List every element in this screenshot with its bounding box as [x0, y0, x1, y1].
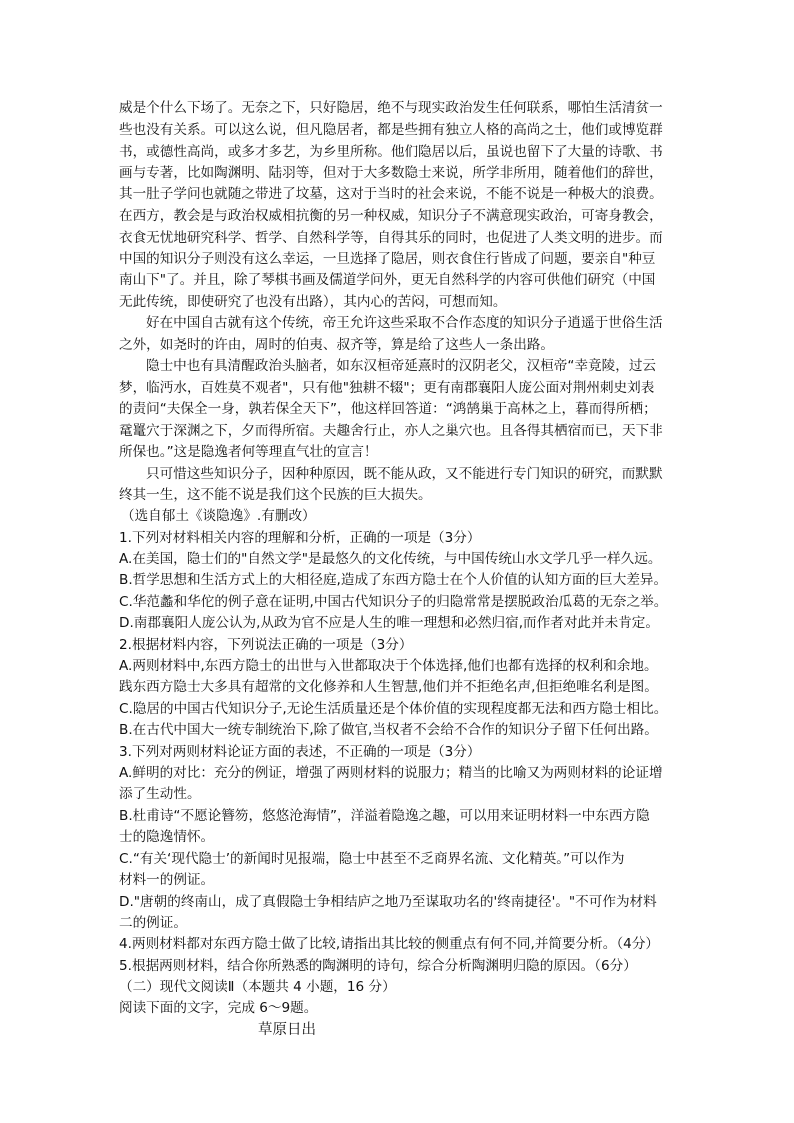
passage-line: 所保也。”这是隐逸者何等理直气壮的宣言！	[119, 444, 378, 460]
passage-line: 南山下"了。并且，除了琴棋书画及儒道学问外，更无自然科学的内容可供他们研究（中国	[119, 272, 656, 288]
passage-line: 终其一生，这不能不说是我们这个民族的巨大损失。	[119, 487, 432, 503]
question-option: C.华范蠡和华佗的例子意在证明,中国古代知识分子的归隐常常是摆脱政治瓜葛的无奈之举。	[119, 594, 668, 610]
passage-source: （选自郁土《谈隐逸》.有删改）	[121, 508, 316, 524]
passage-line: 书，或德性高尚，或多才多艺，为乡里所称。他们隐居以后，虽说也留下了大量的诗歌、书	[119, 144, 663, 160]
passage-line: 之外，如尧时的许由，周时的伯夷、叔齐等，算是给了这些人一条出路。	[119, 337, 554, 353]
passage-line: 在西方，教会是与政治权威相抗衡的另一种权威，知识分子不满意现实政治，可寄身教会，	[119, 208, 663, 224]
passage-line: 无此传统，即使研究了也没有出路），其内心的苦闷，可想而知。	[119, 294, 507, 310]
question-option: C.隐居的中国古代知识分子,无论生活质量还是个体价值的实现程度都无法和西方隐士相比。	[119, 701, 668, 717]
passage-line: 些也没有关系。可以这么说，但凡隐居者，都是些拥有独立人格的高尚之士，他们或博览群	[119, 122, 663, 138]
question-option-continued: 添了生动性。	[119, 786, 201, 802]
passage-paragraph-start: 只可惜这些知识分子，因种种原因，既不能从政，又不能进行专门知识的研究，而默默	[146, 466, 663, 482]
passage-paragraph-start: 隐士中也有具清醒政治头脑者，如东汉桓帝延熹时的汉阴老父，汉桓帝“幸竟陵，过云	[146, 358, 657, 374]
question-option-continued: 材料一的例证。	[119, 872, 215, 888]
question-option: A.鲜明的对比：充分的例证，增强了两则材料的说服力；精当的比喻又为两则材料的论证增	[119, 765, 663, 781]
passage-line: 威是个什么下场了。无奈之下，只好隐居，绝不与现实政治发生任何联系，哪怕生活清贫一	[119, 100, 663, 116]
question-option-continued: 士的隐逸情怀。	[119, 829, 215, 845]
question-option: B.哲学思想和生活方式上的大相径庭,造成了东西方隐士在个人价值的认知方面的巨大差异。	[119, 572, 668, 588]
question-option: A.两则材料中,东西方隐士的出世与入世都取决于个体选择,他们也都有选择的权利和余地。	[119, 658, 658, 674]
passage-line: 其一肚子学问也就随之带进了坟墓，这对于当时的社会来说，不能不说是一种极大的浪费。	[119, 186, 663, 202]
question-option: B.杜甫诗“不愿论簪笏，悠悠沧海情”，洋溢着隐逸之趣，可以用来证明材料一中东西方隐	[119, 808, 650, 824]
question-4-stem: 4.两则材料都对东西方隐士做了比较,请指出其比较的侧重点有何不同,并简要分析。（4分）	[119, 936, 660, 952]
question-option: C.“有关‘现代隐士’的新闻时见报端，隐士中甚至不乏商界名流、文化精英。”可以作为	[119, 851, 625, 867]
passage-line: 衣食无忧地研究科学、哲学、自然科学等，自得其乐的同时，也促进了人类文明的进步。而	[119, 230, 663, 246]
passage-line: 的责问“夫保全一身，孰若保全天下”，他这样回答道：“鸿鹄巢于高林之上，暮而得所栖；	[119, 401, 657, 417]
question-option: D."唐朝的终南山，成了真假隐士争相结庐之地乃至谋取功名的'终南捷径'。"不可作为材料	[119, 894, 657, 910]
question-2-stem: 2.根据材料内容，下列说法正确的一项是（3分）	[119, 637, 413, 653]
passage-line: 中国的知识分子则没有这么幸运，一旦选择了隐居，则衣食住行皆成了问题，要亲自"种豆	[119, 251, 656, 267]
passage-line: 画与专著，比如陶渊明、陆羽等，但对于大多数隐士来说，所学非所用，随着他们的辞世，	[119, 165, 663, 181]
question-1-stem: 1.下列对材料相关内容的理解和分析，正确的一项是（3分）	[119, 530, 481, 546]
section-heading: （二）现代文阅读Ⅱ（本题共 4 小题，16 分）	[119, 979, 396, 995]
question-option: B.在古代中国大一统专制统治下,除了做官,当权者不会给不合作的知识分子留下任何出路。	[119, 722, 658, 738]
passage-line: 梦，临沔水，百姓莫不观者"，只有他"独耕不辍"；更有南郡襄阳人庞公面对荆州刺史刘表	[119, 380, 655, 396]
question-option: D.南郡襄阳人庞公认为,从政为官不应是人生的唯一理想和必然归宿,而作者对此并未肯定。	[119, 615, 659, 631]
passage-paragraph-start: 好在中国自古就有这个传统，帝王允许这些采取不合作态度的知识分子逍遥于世俗生活	[146, 315, 663, 331]
question-3-stem: 3.下列对两则材料论证方面的表述，不正确的一项是（3分）	[119, 744, 481, 760]
section-instruction: 阅读下面的文字，完成 6～9题。	[119, 1000, 318, 1016]
question-option: A.在美国，隐士们的"自然文学"是最悠久的文化传统，与中国传统山水文学几乎一样久远。	[119, 551, 662, 567]
question-option-continued: 二的例证。	[119, 915, 187, 931]
passage-line: 鼋鼍穴于深渊之下，夕而得所宿。夫趣舍行止，亦人之巢穴也。且各得其栖宿而已，天下非	[119, 423, 663, 439]
question-option: 践东西方隐士大多具有超常的文化修养和人生智慧,他们并不拒绝名声,但拒绝唯名利是图。	[119, 679, 658, 695]
next-passage-title: 草原日出	[258, 1022, 316, 1038]
question-5-stem: 5.根据两则材料，结合你所熟悉的陶渊明的诗句，综合分析陶渊明归隐的原因。（6分）	[119, 958, 637, 974]
